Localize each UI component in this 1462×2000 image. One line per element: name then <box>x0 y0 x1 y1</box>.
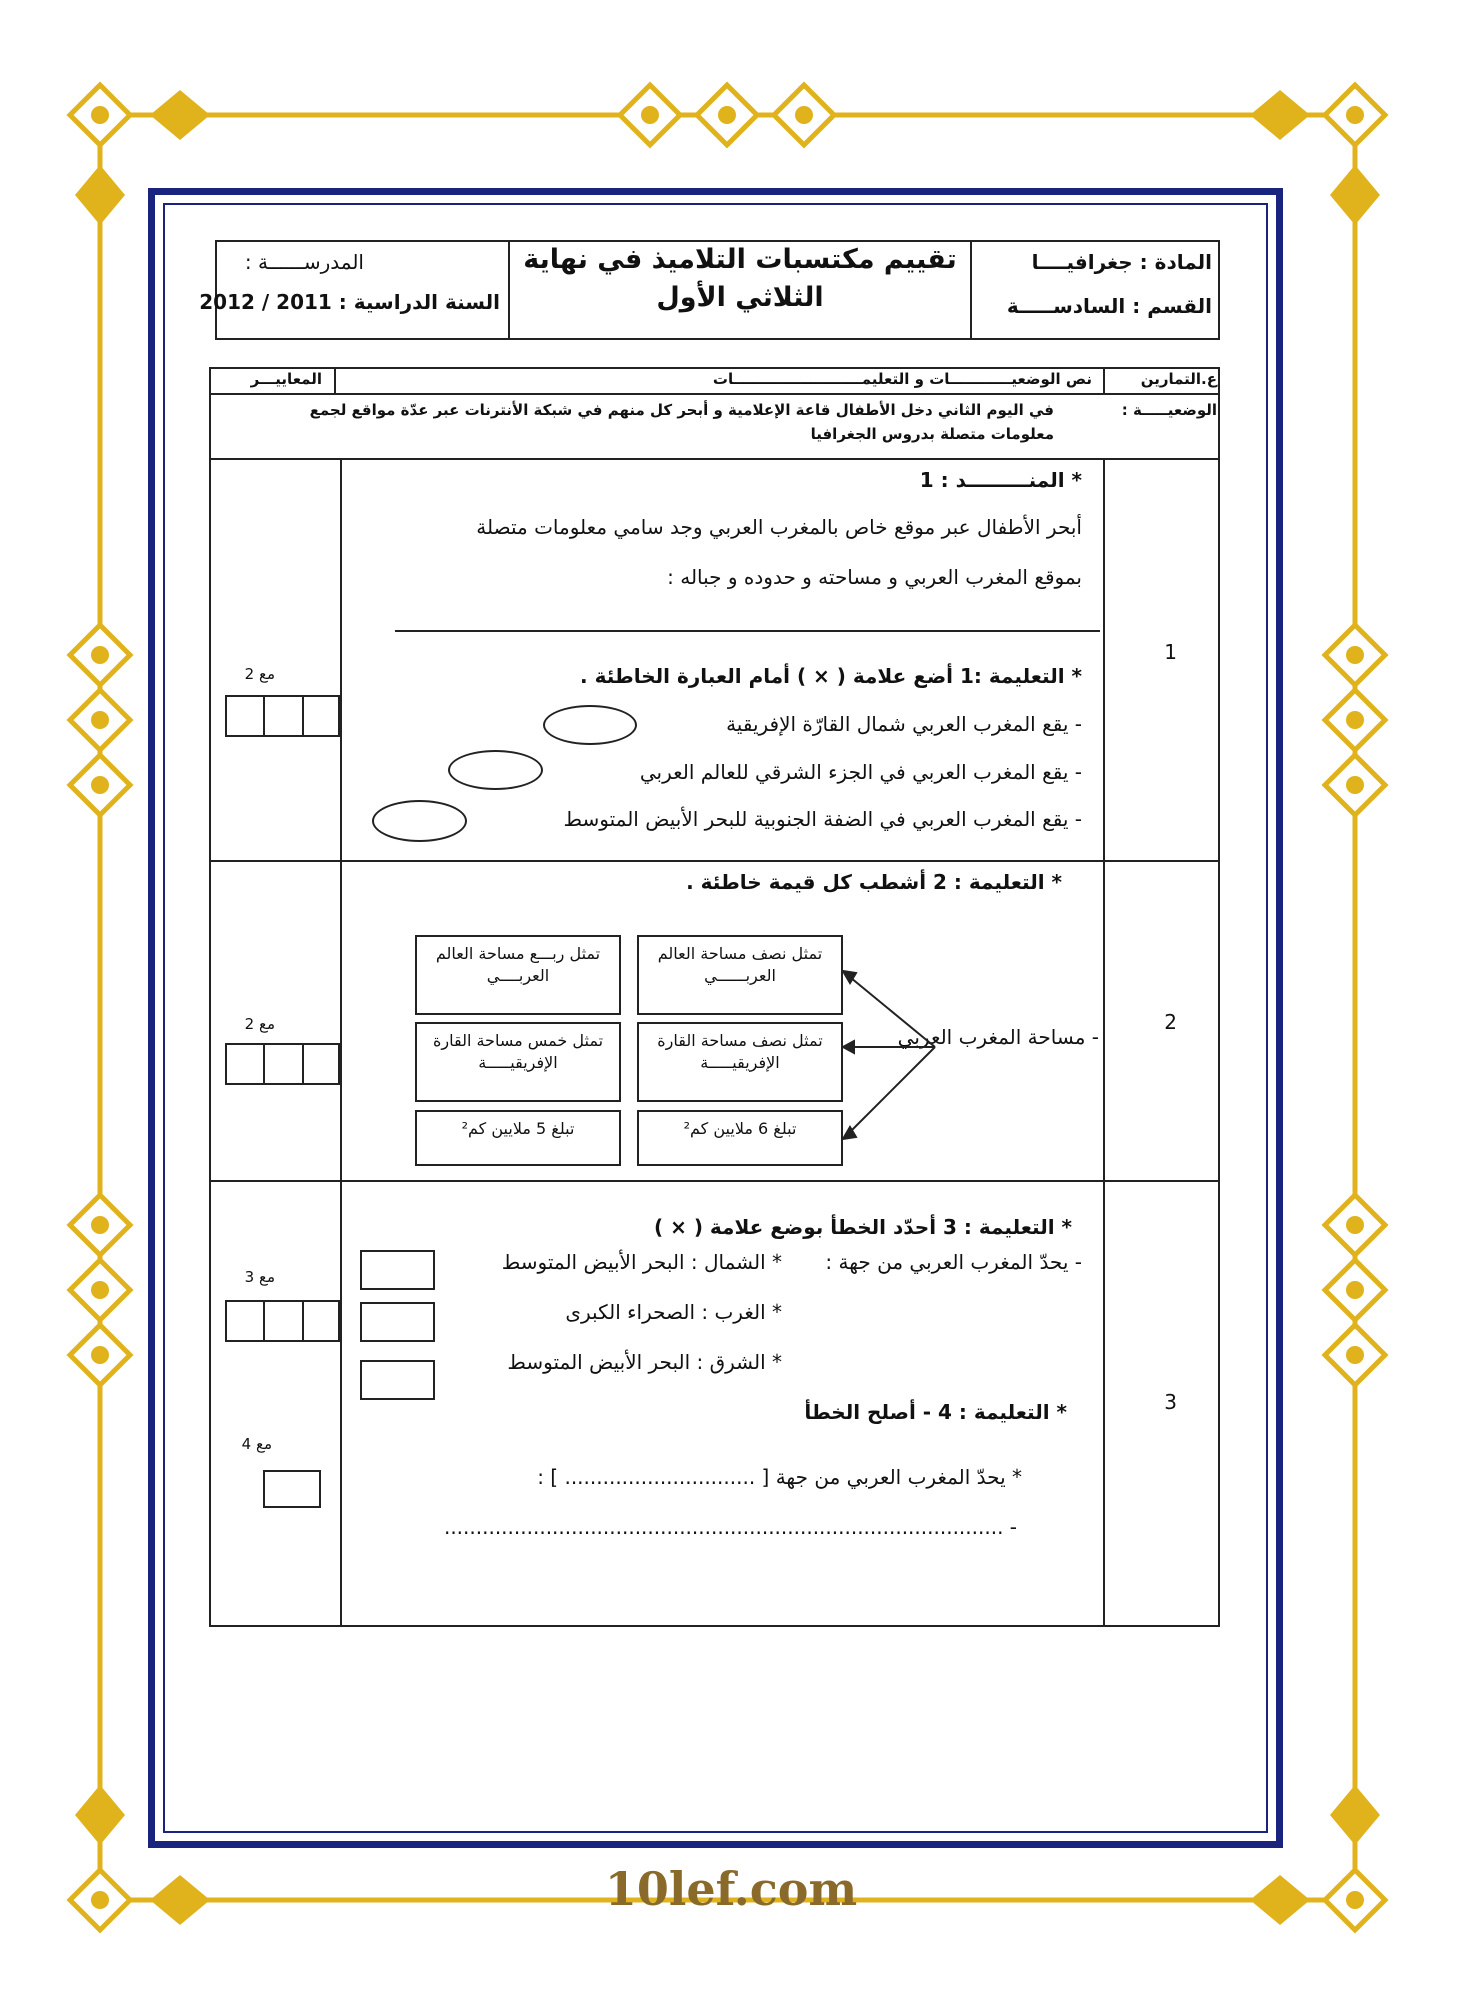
border-west: * الغرب : الصحراء الكبرى <box>565 1300 782 1324</box>
fix-line[interactable]: * يحدّ المغرب العربي من جهة [ .............................. ] : <box>537 1465 1022 1489</box>
mark-box-east[interactable] <box>360 1360 435 1400</box>
answer-oval-1[interactable] <box>543 705 637 745</box>
criterion-ex1: مع 2 <box>244 665 275 683</box>
situation-label: الوضعيـــــة : <box>1121 401 1217 419</box>
site-watermark[interactable]: 10lef.com <box>604 1862 858 1916</box>
exam-title-line2: الثلاثي الأول <box>656 282 824 313</box>
answer-dots-line[interactable]: - ........................................................................................ <box>443 1515 1017 1539</box>
document-1-label: * المنـــــــــد : 1 <box>919 468 1082 492</box>
criterion-ex4: مع 4 <box>241 1435 272 1453</box>
document-1-line2: بموقع المغرب العربي و مساحته و حدوده و جباله : <box>667 565 1082 589</box>
exercise-1-number: 1 <box>1164 640 1177 664</box>
border-east: * الشرق : البحر الأبيض المتوسط <box>507 1350 782 1374</box>
score-box-ex3 <box>225 1300 340 1342</box>
arrows <box>840 935 960 1165</box>
instruction-3: * التعليمة : 3 أحدّد الخطأ بوضع علامة ( × ) <box>654 1215 1072 1239</box>
document-1-line1: أبحر الأطفال عبر موقع خاص بالمغرب العربي وجد سامي معلومات متصلة <box>476 515 1082 539</box>
choice-5-million[interactable]: تبلغ 5 ملايين كم² <box>415 1110 621 1166</box>
situation-line2: معلومات متصلة بدروس الجغرافيا <box>810 425 1054 443</box>
score-box-ex4 <box>263 1470 321 1508</box>
statement-1: - يقع المغرب العربي شمال القارّة الإفريقية <box>726 712 1082 736</box>
exercise-3-number: 3 <box>1164 1390 1177 1414</box>
statement-2: - يقع المغرب العربي في الجزء الشرقي للعالم العربي <box>639 760 1082 784</box>
border-lead: - يحدّ المغرب العربي من جهة : <box>825 1250 1082 1274</box>
border-north: * الشمال : البحر الأبيض المتوسط <box>501 1250 782 1274</box>
choice-quarter-arab-world[interactable]: تمثل ربـــع مساحة العالم العربــــي <box>415 935 621 1015</box>
mark-box-west[interactable] <box>360 1302 435 1342</box>
area-label: - مساحة المغرب العربي <box>897 1025 1099 1049</box>
instruction-1: * التعليمة :1 أضع علامة ( × ) أمام العبارة الخاطئة . <box>580 664 1082 688</box>
exam-title-line1: تقييم مكتسبات التلاميذ في نهاية <box>523 244 957 275</box>
choice-6-million[interactable]: تبلغ 6 ملايين كم² <box>637 1110 843 1166</box>
score-box-ex2 <box>225 1043 340 1085</box>
criterion-ex3: مع 3 <box>244 1268 275 1286</box>
statement-3: - يقع المغرب العربي في الضفة الجنوبية للبحر الأبيض المتوسط <box>563 807 1082 831</box>
criterion-ex2: مع 2 <box>244 1015 275 1033</box>
col-criteria-header: المعاييـــر <box>250 370 322 388</box>
exercise-2-number: 2 <box>1164 1010 1177 1034</box>
school-year-label: السنة الدراسية : 2011 / 2012 <box>199 290 500 314</box>
choice-half-arab-world[interactable]: تمثل نصف مساحة العالم العربــــــي <box>637 935 843 1015</box>
answer-oval-2[interactable] <box>448 750 543 790</box>
instruction-4: * التعليمة : 4 - أصلح الخطأ <box>804 1400 1067 1424</box>
class-label: القسم : السادســـــة <box>1006 294 1212 318</box>
instruction-2: * التعليمة : 2 أشطب كل قيمة خاطئة . <box>686 870 1062 894</box>
score-box-ex1 <box>225 695 340 737</box>
school-label: المدرســــــة : <box>244 250 364 274</box>
choice-fifth-africa[interactable]: تمثل خمس مساحة القارة الإفريقيـــــة <box>415 1022 621 1102</box>
col-exercises-header: ع.التمارين <box>1140 370 1217 388</box>
mark-box-north[interactable] <box>360 1250 435 1290</box>
situation-line1: في اليوم الثاني دخل الأطفال قاعة الإعلامية و أبحر كل منهم في شبكة الأنترنات عبر عدّة مواقع لجمع <box>309 401 1054 419</box>
col-text-header: نص الوضعيــــــــــــات و التعليمـــــــــــــــــــــــــات <box>712 370 1092 388</box>
choice-half-africa[interactable]: تمثل نصف مساحة القارة الإفريقيـــــة <box>637 1022 843 1102</box>
answer-oval-3[interactable] <box>372 800 467 842</box>
subject-label: المادة : جغرافيــــا <box>1031 250 1212 274</box>
